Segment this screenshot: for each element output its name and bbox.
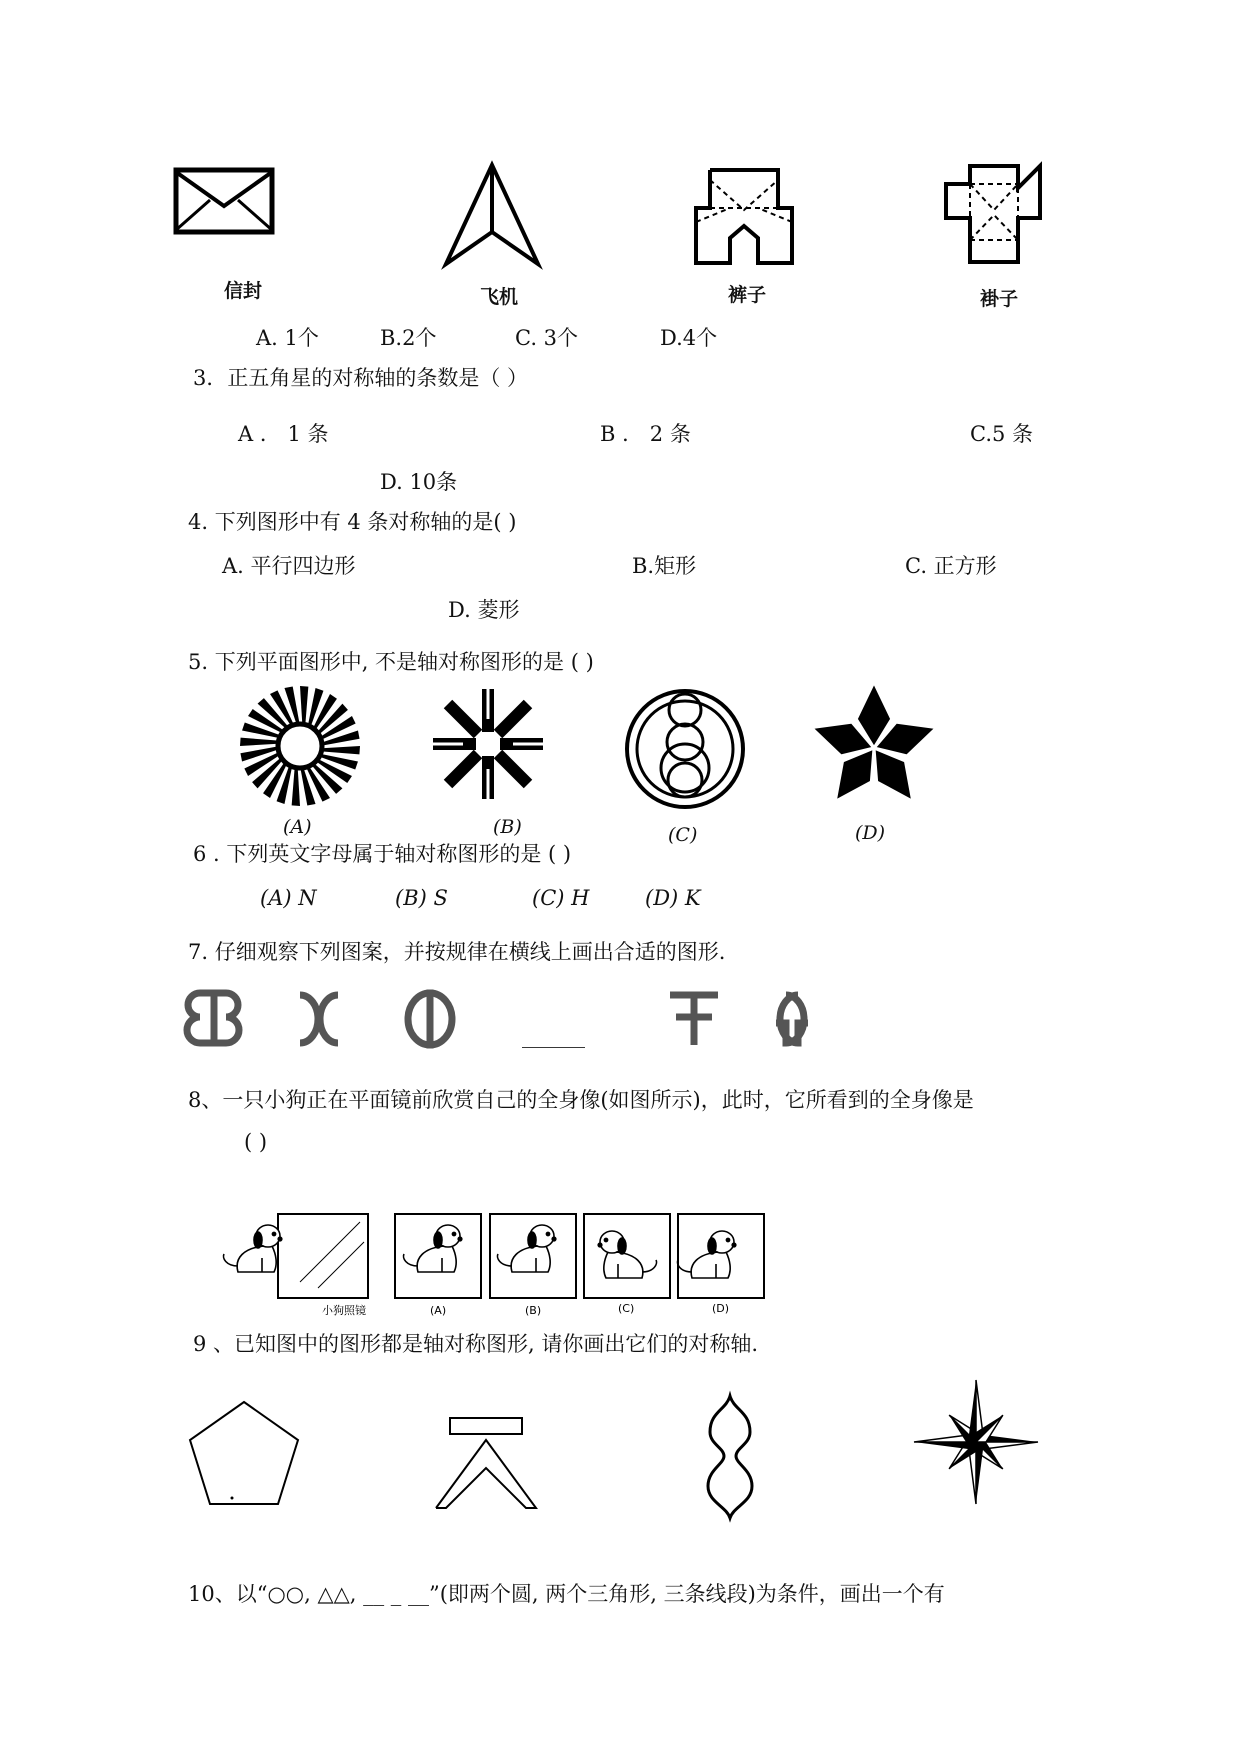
q3-option-b: B ． 2 条 [600,422,691,446]
q10-question: 10、以“○○, △△, __ _ __”(即两个圆, 两个三角形, 三条线段)为条件，画出一个有 [188,1582,945,1606]
q3-option-a: A ． 1 条 [238,422,329,446]
q9-question: 9 、已知图中的图形都是轴对称图形, 请你画出它们的对称轴. [193,1332,759,1356]
trousers-figure [690,160,800,270]
compass-star-figure [912,1376,1042,1510]
q7-question: 7. 仔细观察下列图案，并按规律在横线上画出合适的图形. [188,940,726,964]
jacket-label: 褂子 [980,288,1019,310]
q8-label-b: (B) [525,1304,542,1317]
pattern-figures [186,985,846,1055]
q4-option-c: C. 正方形 [905,554,997,578]
sunburst-figure [238,684,368,814]
q5-label-b: (B) [493,816,522,838]
q3-option-d: D. 10条 [380,470,458,494]
q5-question: 5. 下列平面图形中, 不是轴对称图形的是 ( ) [188,650,594,674]
star-figure [806,676,942,812]
envelope-label: 信封 [224,280,263,302]
q4-option-d: D. 菱形 [448,598,520,622]
pentagon-figure [186,1398,306,1513]
q4-question: 4. 下列图形中有 4 条对称轴的是( ) [188,510,517,534]
q3-question: 3．正五角星的对称轴的条数是（ ） [193,366,529,390]
mirror-scene-figure [240,1212,800,1322]
gourd-figure [690,1392,770,1522]
q8-label-a: (A) [430,1304,447,1317]
q6-option-b: (B) S [395,886,448,910]
q4-option-a: A. 平行四边形 [222,554,356,578]
jacket-figure [940,160,1050,270]
q6-option-d: (D) K [645,886,701,910]
plane-figure [440,160,550,270]
nested-circles-figure [620,684,750,814]
q6-option-c: (C) H [532,886,590,910]
plane-label: 飞机 [480,286,519,308]
q8-label-d: (D) [712,1302,730,1315]
q5-label-d: (D) [855,822,886,844]
q2-option-a: A. 1个 [256,326,319,350]
mirror-caption: 小狗照镜 [322,1304,366,1317]
trousers-label: 裤子 [728,284,767,306]
q2-option-d: D.4个 [660,326,718,350]
envelope-figure [170,160,280,255]
q2-option-c: C. 3个 [515,326,579,350]
q4-option-b: B.矩形 [632,554,697,578]
q5-label-a: (A) [283,816,312,838]
q8-label-c: (C) [618,1302,635,1315]
q3-option-c: C.5 条 [970,422,1034,446]
q5-label-c: (C) [668,824,698,846]
q2-option-b: B.2个 [380,326,437,350]
q6-option-a: (A) N [260,886,317,910]
q7-blank-line: ______ [522,1024,585,1048]
snowflake-figure [428,684,548,804]
q8-paren: ( ) [244,1130,268,1154]
q8-question: 8、一只小狗正在平面镜前欣赏自己的全身像(如图所示)，此时，它所看到的全身像是 [188,1088,974,1112]
q6-question: 6 . 下列英文字母属于轴对称图形的是 ( ) [193,842,572,866]
triangle-bar-figure [432,1416,542,1511]
